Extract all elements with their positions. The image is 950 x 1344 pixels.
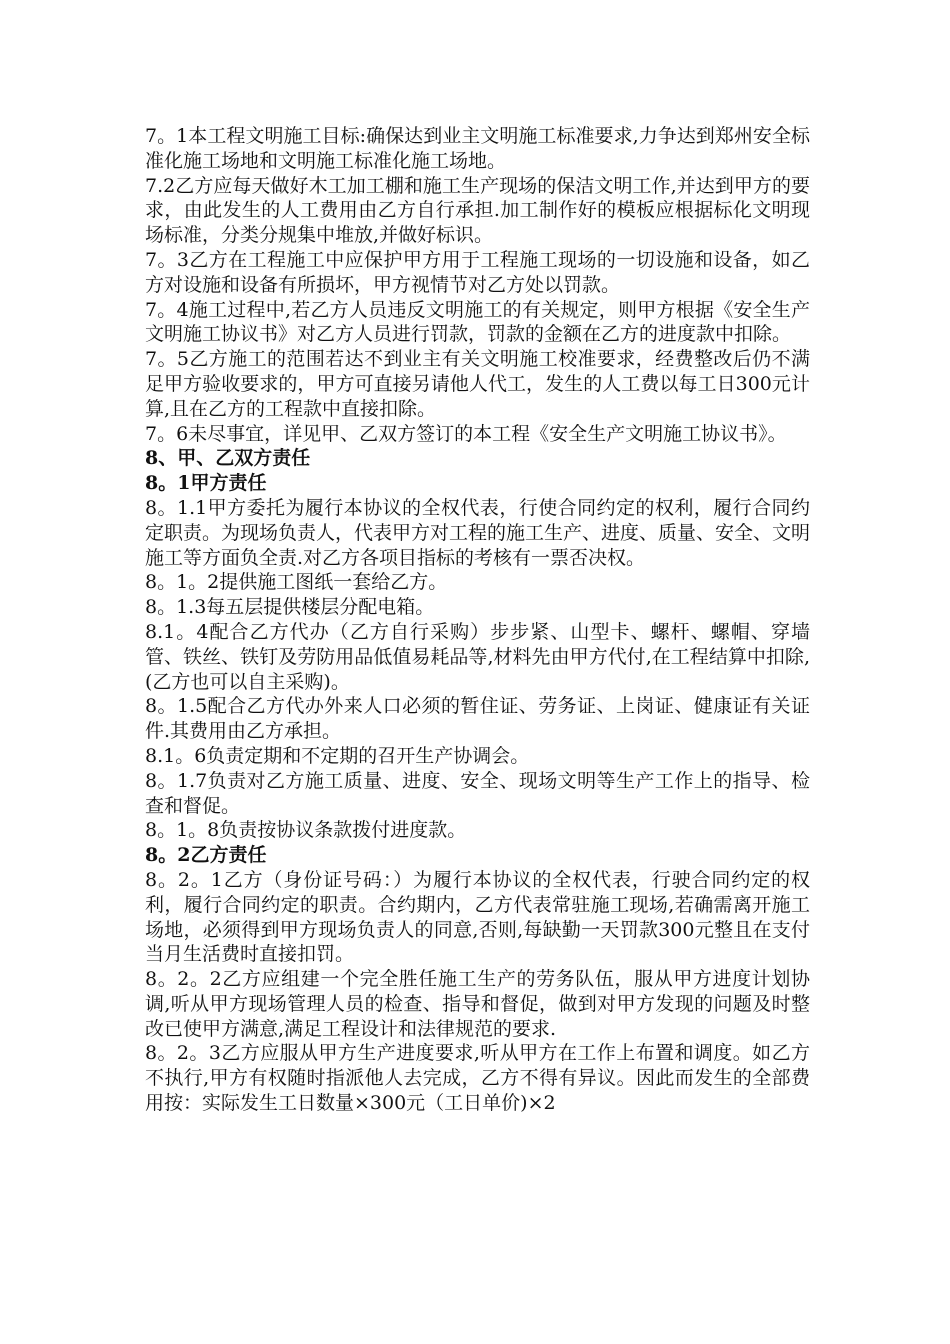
clause-8-1-1: 8。1.1甲方委托为履行本协议的全权代表，行使合同约定的权利，履行合同约定职责。为现场负责人，代表甲方对工程的施工生产、进度、质量、安全、文明施工等方面负全责.对乙方各项目指标的考核有一票否决权。 [145, 496, 811, 569]
clause-7-1: 7。1本工程文明施工目标:确保达到业主文明施工标准要求,力争达到郑州安全标准化施工场地和文明施工标准化施工场地。 [145, 125, 810, 172]
clause-8-1-7: 8。1.7负责对乙方施工质量、进度、安全、现场文明等生产工作上的指导、检查和督促。 [145, 769, 810, 817]
clause-8-1-2: 8。1。2提供施工图纸一套给乙方。 [145, 571, 448, 594]
clause-8-2-2: 8。2。2乙方应组建一个完全胜任施工生产的劳务队伍，服从甲方进度计划协调,听从甲方现场管理人员的检查、指导和督促，做到对甲方发现的问题及时整改已使甲方满意,满足工程设计和法律规范的要求. [145, 968, 810, 1040]
clause-8-1-4: 8.1。4配合乙方代办（乙方自行采购）步步紧、山型卡、螺杆、螺帽、穿墙管、铁丝、铁钉及劳防用品低值易耗品等,材料先由甲方代付,在工程结算中扣除,(乙方也可以自主采购)。 [145, 620, 810, 693]
clause-8-1-6: 8.1。6负责定期和不定期的召开生产协调会。 [145, 744, 530, 767]
clause-7-4: 7。4施工过程中,若乙方人员违反文明施工的有关规定，则甲方根据《安全生产文明施工协议书》对乙方人员进行罚款，罚款的金额在乙方的进度款中扣除。 [145, 298, 810, 346]
document-page [145, 124, 810, 1116]
section-8-1-heading: 8。1甲方责任 [145, 472, 267, 495]
clause-8-1-3: 8。1.3每五层提供楼层分配电箱。 [145, 596, 435, 619]
section-8-2-heading: 8。2乙方责任 [145, 844, 267, 867]
clause-8-2-3: 8。2。3乙方应服从甲方生产进度要求,听从甲方在工作上布置和调度。如乙方不执行,甲方有权随时指派他人去完成，乙方不得有异议。因此而发生的全部费用按：实际发生工日数量×300元（工日单价)×2 [145, 1042, 810, 1115]
clause-8-1-8: 8。1。8负责按协议条款拨付进度款。 [145, 819, 467, 842]
clause-8-1-5: 8。1.5配合乙方代办外来人口必须的暂住证、劳务证、上岗证、健康证有关证件.其费用由乙方承担。 [145, 695, 810, 743]
clause-8-2-1: 8。2。1乙方（身份证号码：）为履行本协议的全权代表，行驶合同约定的权利，履行合同约定的职责。合约期内，乙方代表常驻施工现场,若确需离开施工场地，必须得到甲方现场负责人的同意,否则,每缺勤一天罚款300元整且在支付当月生活费时直接扣罚。 [145, 868, 810, 966]
clause-7-5: 7。5乙方施工的范围若达不到业主有关文明施工校准要求，经费整改后仍不满足甲方验收要求的，甲方可直接另请他人代工，发生的人工费以每工日300元计算,且在乙方的工程款中直接扣除。 [145, 348, 810, 420]
clause-7-3: 7。3乙方在工程施工中应保护甲方用于工程施工现场的一切设施和设备，如乙方对设施和设备有所损坏，甲方视情节对乙方处以罚款。 [145, 248, 810, 296]
section-8-heading: 8、甲、乙双方责任 [145, 447, 311, 470]
clause-7-6: 7。6未尽事宜，详见甲、乙双方签订的本工程《安全生产文明施工协议书》。 [145, 422, 787, 445]
clause-7-2: 7.2乙方应每天做好木工加工棚和施工生产现场的保洁文明工作,并达到甲方的要求，由此发生的人工费用由乙方自行承担.加工制作好的模板应根据标化文明现场标准，分类分规集中堆放,并做好标识。 [145, 174, 810, 247]
